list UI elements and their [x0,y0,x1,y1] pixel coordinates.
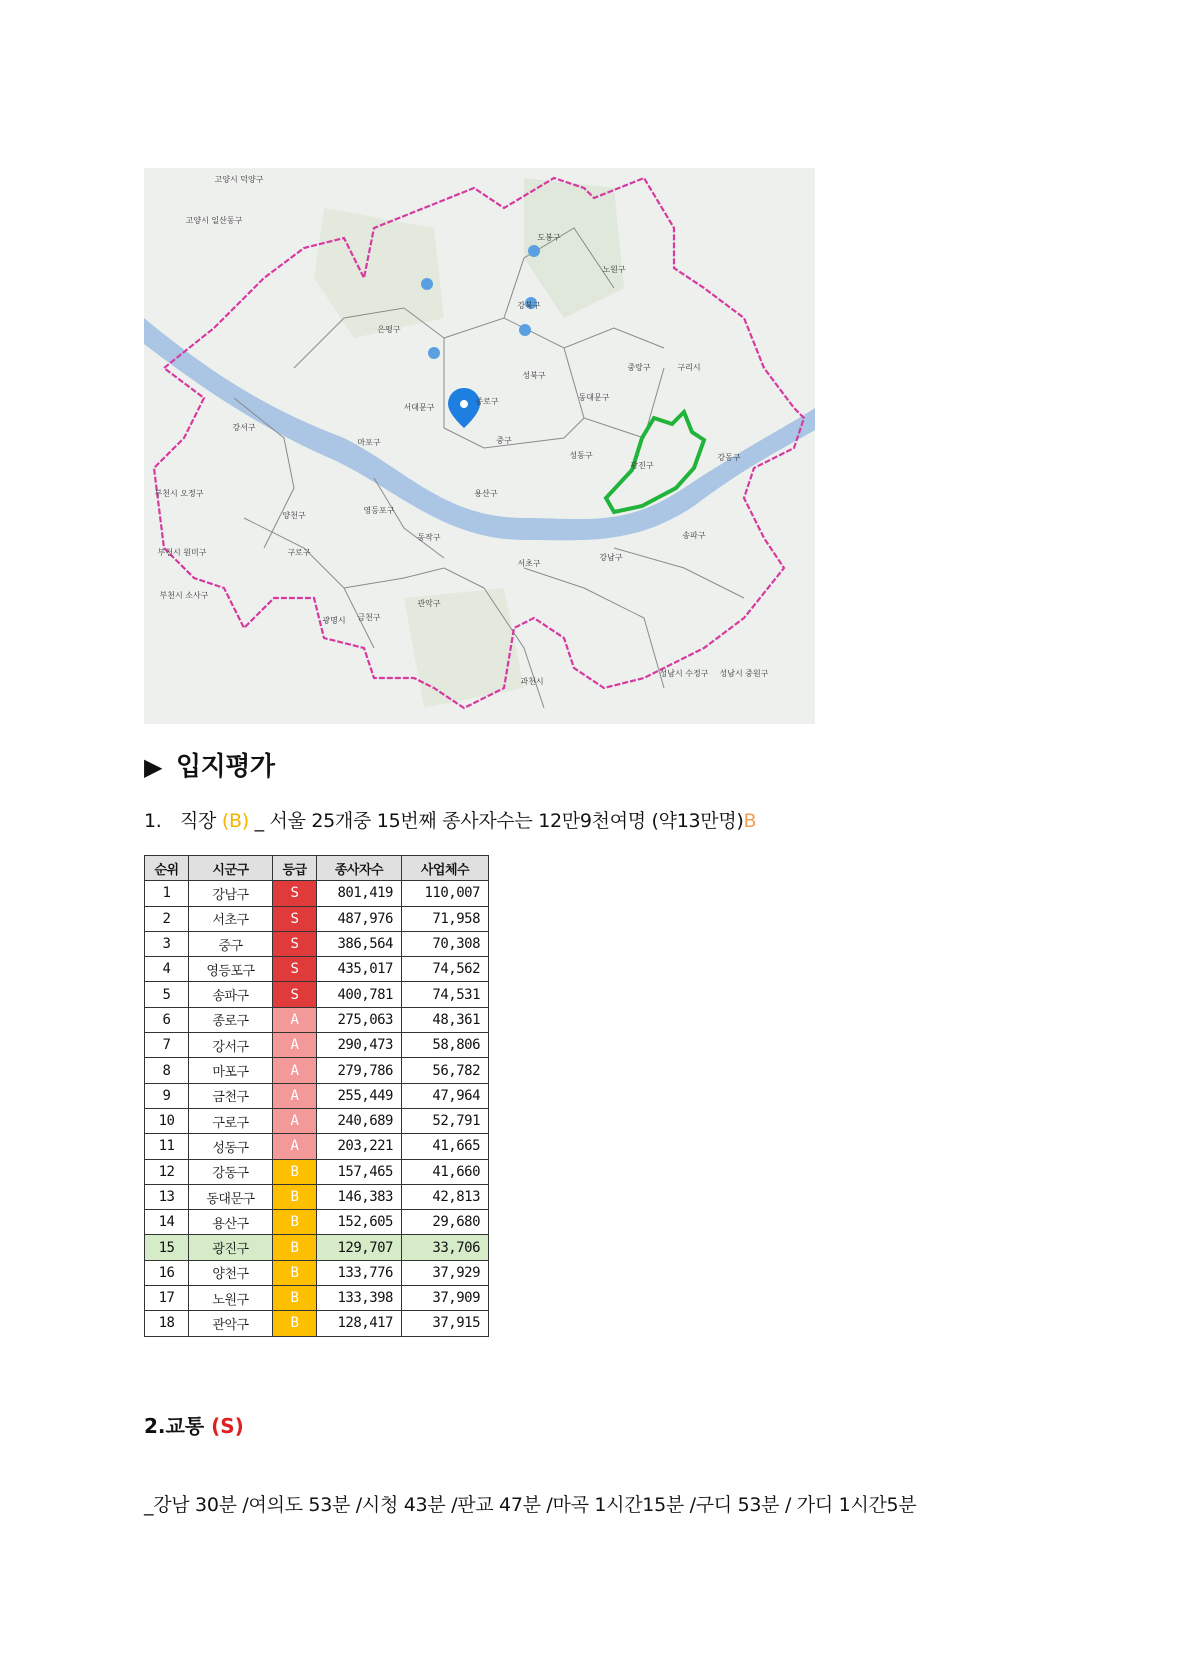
rank-cell: 15 [145,1235,189,1260]
employees-cell: 157,465 [317,1159,402,1184]
transport-grade: (S) [211,1414,244,1438]
businesses-cell: 47,964 [402,1083,489,1108]
grade-cell: S [273,931,317,956]
map-label: 고양시 일산동구 [185,216,243,225]
district-cell: 관악구 [189,1311,273,1336]
seoul-district-map [144,168,815,724]
map-label: 과천시 [520,677,544,686]
table-row [145,1210,489,1235]
rank-cell: 9 [145,1083,189,1108]
employees-cell: 801,419 [317,881,402,906]
rank-cell: 1 [145,881,189,906]
heading-title: 입지평가 [175,752,275,782]
table-row [145,1108,489,1133]
workplace-grade-end: B [743,810,757,832]
grade-cell: B [273,1184,317,1209]
district-cell: 영등포구 [189,957,273,982]
district-cell: 성동구 [189,1134,273,1159]
employees-cell: 152,605 [317,1210,402,1235]
column-header: 순위 [145,856,189,881]
table-row [145,957,489,982]
rank-cell: 10 [145,1108,189,1133]
employees-cell: 203,221 [317,1134,402,1159]
businesses-cell: 37,929 [402,1260,489,1285]
employees-cell: 275,063 [317,1007,402,1032]
map-label: 노원구 [602,265,626,274]
transport-label: 2.교통 [144,1414,205,1438]
grade-cell: S [273,881,317,906]
transport-heading [144,1410,244,1439]
rank-cell: 6 [145,1007,189,1032]
grade-cell: A [273,1083,317,1108]
map-label: 광진구 [630,461,654,470]
businesses-cell: 42,813 [402,1184,489,1209]
workplace-grade: (B) [221,810,249,832]
employees-cell: 128,417 [317,1311,402,1336]
businesses-cell: 33,706 [402,1235,489,1260]
table-row [145,1134,489,1159]
district-cell: 마포구 [189,1058,273,1083]
rank-cell: 12 [145,1159,189,1184]
rank-cell: 5 [145,982,189,1007]
map-label: 은평구 [377,325,401,334]
rank-cell: 8 [145,1058,189,1083]
table-row [145,1311,489,1336]
table-row [145,1260,489,1285]
table-row [145,1083,489,1108]
map-label: 성남시 수정구 [659,669,709,678]
column-header: 등급 [273,856,317,881]
district-cell: 광진구 [189,1235,273,1260]
table-row [145,1033,489,1058]
businesses-cell: 74,531 [402,982,489,1007]
grade-cell: A [273,1033,317,1058]
rank-cell: 3 [145,931,189,956]
district-cell: 양천구 [189,1260,273,1285]
employment-ranking-table [144,855,489,1337]
businesses-cell: 52,791 [402,1108,489,1133]
workplace-text: _ 서울 25개중 15번째 종사자수는 12만9천여명 (약13만명) [254,810,744,832]
triangle-marker-icon: ▶ [144,753,162,781]
map-label: 강서구 [232,423,256,432]
table-row [145,1159,489,1184]
district-cell: 종로구 [189,1007,273,1032]
grade-cell: B [273,1159,317,1184]
rank-cell: 7 [145,1033,189,1058]
district-cell: 동대문구 [189,1184,273,1209]
map-label: 강북구 [517,301,541,310]
map-label: 서초구 [517,559,541,568]
employees-cell: 290,473 [317,1033,402,1058]
map-label: 마포구 [357,438,381,447]
employees-cell: 279,786 [317,1058,402,1083]
table-row [145,1235,489,1260]
table-row [145,1286,489,1311]
column-header: 시군구 [189,856,273,881]
grade-cell: A [273,1007,317,1032]
employees-cell: 487,976 [317,906,402,931]
rank-cell: 18 [145,1311,189,1336]
table-row [145,906,489,931]
district-cell: 송파구 [189,982,273,1007]
employees-cell: 133,776 [317,1260,402,1285]
businesses-cell: 56,782 [402,1058,489,1083]
item-number: 1. [144,810,162,832]
table-row [145,881,489,906]
map-label: 영등포구 [363,506,395,515]
map-label: 성북구 [522,371,546,380]
employees-cell: 400,781 [317,982,402,1007]
rank-cell: 2 [145,906,189,931]
item-label: 직장 [180,810,217,832]
district-cell: 노원구 [189,1286,273,1311]
district-cell: 서초구 [189,906,273,931]
employees-cell: 435,017 [317,957,402,982]
map-label: 동대문구 [578,393,610,402]
businesses-cell: 71,958 [402,906,489,931]
map-label: 금천구 [357,613,381,622]
businesses-cell: 110,007 [402,881,489,906]
table-row [145,982,489,1007]
grade-cell: B [273,1260,317,1285]
businesses-cell: 74,562 [402,957,489,982]
column-header: 사업체수 [402,856,489,881]
businesses-cell: 48,361 [402,1007,489,1032]
workplace-summary [144,806,756,833]
district-cell: 중구 [189,931,273,956]
district-cell: 강동구 [189,1159,273,1184]
businesses-cell: 70,308 [402,931,489,956]
employees-cell: 240,689 [317,1108,402,1133]
employees-cell: 133,398 [317,1286,402,1311]
map-label: 부천시 원미구 [157,548,207,557]
column-header: 종사자수 [317,856,402,881]
grade-cell: S [273,982,317,1007]
businesses-cell: 37,915 [402,1311,489,1336]
grade-cell: S [273,957,317,982]
businesses-cell: 58,806 [402,1033,489,1058]
employees-cell: 129,707 [317,1235,402,1260]
map-label: 도봉구 [537,233,561,242]
section-heading [144,746,274,783]
employees-cell: 255,449 [317,1083,402,1108]
grade-cell: S [273,906,317,931]
map-graphic [144,168,815,724]
district-cell: 강남구 [189,881,273,906]
map-label: 성동구 [569,451,593,460]
map-label: 양천구 [282,511,306,520]
district-cell: 금천구 [189,1083,273,1108]
map-label: 관악구 [417,599,441,608]
district-cell: 구로구 [189,1108,273,1133]
map-label: 광명시 [322,616,346,625]
businesses-cell: 37,909 [402,1286,489,1311]
table-row [145,1058,489,1083]
map-label: 중랑구 [627,363,651,372]
table-header-row [145,856,489,881]
map-label: 부천시 오정구 [154,489,204,498]
map-label: 구로구 [287,548,311,557]
businesses-cell: 41,665 [402,1134,489,1159]
map-label: 서대문구 [403,403,435,412]
district-cell: 용산구 [189,1210,273,1235]
rank-cell: 13 [145,1184,189,1209]
grade-cell: A [273,1108,317,1133]
map-label: 구리시 [677,363,701,372]
grade-cell: A [273,1134,317,1159]
map-label: 강동구 [717,453,741,462]
map-label: 강남구 [599,553,623,562]
rank-cell: 17 [145,1286,189,1311]
district-cell: 강서구 [189,1033,273,1058]
table-row [145,931,489,956]
map-label: 성남시 중원구 [719,669,769,678]
rank-cell: 14 [145,1210,189,1235]
map-label: 종로구 [475,397,499,406]
commute-times: _강남 30분 /여의도 53분 /시청 43분 /판교 47분 /마곡 1시간15분 /구디 53분 / 가디 1시간5분 [144,1494,917,1516]
grade-cell: B [273,1210,317,1235]
grade-cell: B [273,1311,317,1336]
businesses-cell: 29,680 [402,1210,489,1235]
rank-cell: 16 [145,1260,189,1285]
employees-cell: 386,564 [317,931,402,956]
table-row [145,1184,489,1209]
grade-cell: A [273,1058,317,1083]
employees-cell: 146,383 [317,1184,402,1209]
rank-cell: 4 [145,957,189,982]
map-label: 송파구 [682,531,706,540]
map-label: 고양시 덕양구 [214,175,264,184]
businesses-cell: 41,660 [402,1159,489,1184]
grade-cell: B [273,1235,317,1260]
map-label: 용산구 [474,489,498,498]
table-row [145,1007,489,1032]
map-label: 부천시 소사구 [159,591,209,600]
grade-cell: B [273,1286,317,1311]
map-label: 동작구 [417,533,441,542]
map-label: 중구 [496,436,512,445]
rank-cell: 11 [145,1134,189,1159]
